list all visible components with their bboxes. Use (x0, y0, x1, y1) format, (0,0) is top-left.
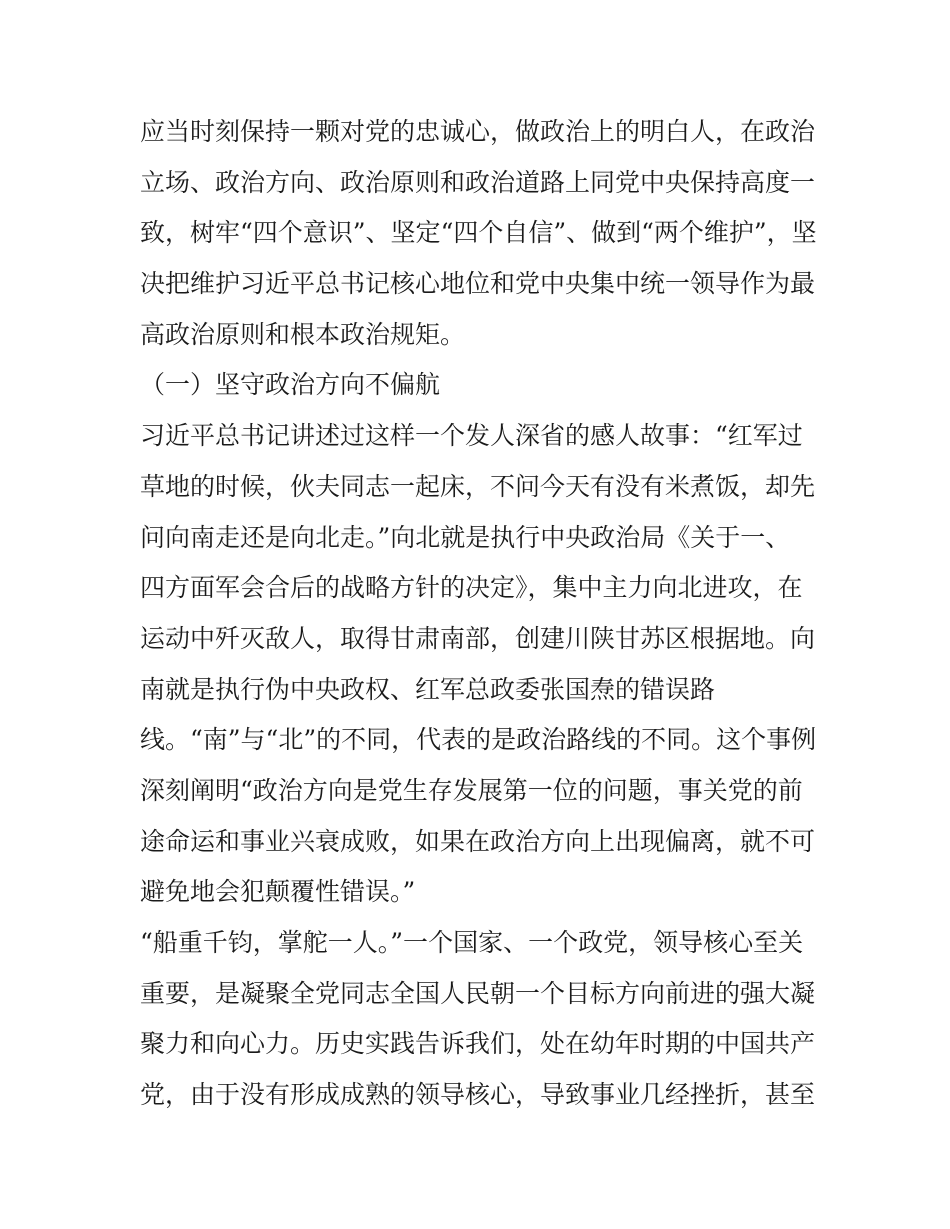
section-heading: （一）坚守政治方向不偏航 (140, 370, 441, 400)
text-line: 运动中歼灭敌人，取得甘肃南部，创建川陕甘苏区根据地。向 (140, 623, 816, 653)
text-line: 避免地会犯颠覆性错误。” (140, 877, 416, 907)
text-line: 决把维护习近平总书记核心地位和党中央集中统一领导作为最 (140, 269, 816, 299)
text-line: “船重千钧，掌舵一人。”一个国家、一个政党，领导核心至关 (140, 928, 804, 957)
text-line: 应当时刻保持一颗对党的忠诚心，做政治上的明白人，在政治 (140, 117, 816, 146)
text-line: 南就是执行伪中央政权、红军总政委张国焘的错误路 (140, 674, 716, 704)
text-line: 深刻阐明“政治方向是党生存发展第一位的问题，事关党的前 (140, 775, 803, 805)
text-line: 致，树牢“四个意识”、坚定“四个自信”、做到“两个维护”，坚 (140, 218, 817, 248)
text-line: 途命运和事业兴衰成败，如果在政治方向上出现偏离，就不可 (140, 826, 816, 856)
text-line: 习近平总书记讲述过这样一个发人深省的感人故事：“红军过 (140, 421, 803, 451)
text-line: 问向南走还是向北走。”向北就是执行中央政治局《关于一、 (140, 522, 791, 552)
text-line: 重要，是凝聚全党同志全国人民朝一个目标方向前进的强大凝 (140, 978, 816, 1008)
text-line: 线。“南”与“北”的不同，代表的是政治路线的不同。这个事例 (140, 725, 817, 755)
text-line: 党，由于没有形成成熟的领导核心，导致事业几经挫折，甚至 (140, 1080, 816, 1110)
body-text (140, 107, 820, 1121)
text-line: 高政治原则和根本政治规矩。 (140, 319, 466, 349)
text-line: 草地的时候，伙夫同志一起床，不问今天有没有米煮饭，却先 (140, 471, 816, 501)
text-line: 聚力和向心力。历史实践告诉我们，处在幼年时期的中国共产 (140, 1029, 816, 1059)
text-line: 四方面军会合后的战略方针的决定》，集中主力向北进攻，在 (140, 573, 803, 603)
text-line: 立场、政治方向、政治原则和政治道路上同党中央保持高度一 (140, 167, 816, 197)
